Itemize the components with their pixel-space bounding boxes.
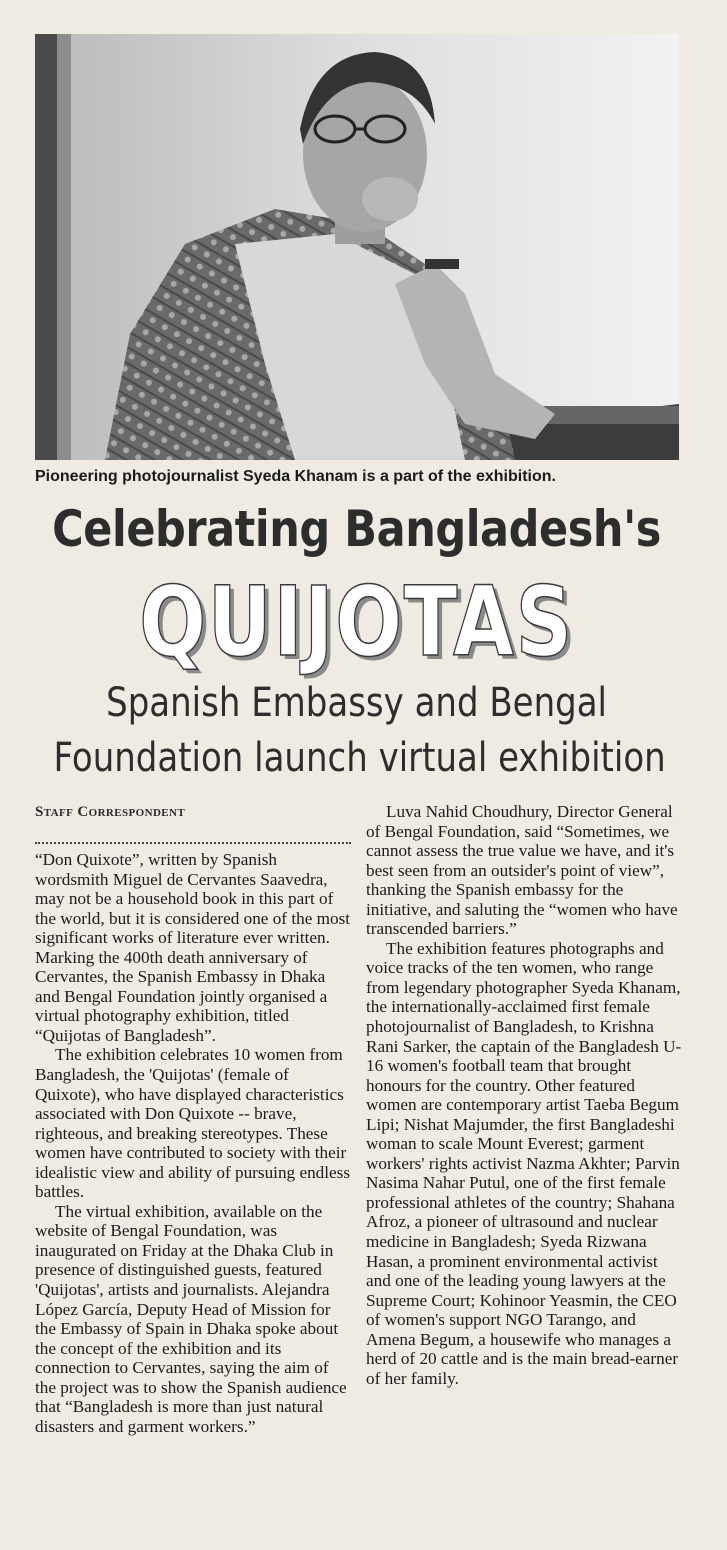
paragraph: The virtual exhibition, available on the website of Bengal Foundation, was inaugurated on Friday at the Dhaka Club in presence of distinguished guests, featured 'Quijotas', artists and journalists. Alejandra López García, Deputy Head of Mission for the Embassy of Spain in Dhaka spoke about the concept of the exhibition and its connection to Cervantes, saying the aim of the project was to show the Spanish audience that “Bangladesh is more than just natural disasters and garment workers.” (35, 1201, 347, 1436)
article-column-right (366, 802, 682, 1388)
deck-line-2: Foundation launch virtual exhibition (53, 735, 666, 781)
article-column-left (35, 802, 351, 1436)
headline: Celebrating Bangladesh's (52, 500, 661, 558)
deck-subheadline (53, 676, 666, 786)
paragraph: “Don Quixote”, written by Spanish wordsmith Miguel de Cervantes Saavedra, may not be a household book in this part of the world, but it is considered one of the most significant works of literature ever written. Marking the 400th death anniversary of Cervantes, the Spanish Embassy in Dhaka and Bengal Foundation jointly organised a virtual photography exhibition, titled “Quijotas of Bangladesh”. (35, 850, 351, 1045)
headline-big-word: QUIJOTAS (139, 566, 574, 678)
portrait-image (35, 34, 679, 460)
paragraph: Luva Nahid Choudhury, Director General of Bengal Foundation, said “Sometimes, we cannot assess the true value we have, and it's best seen from an outsider's point of view”, thanking the Spanish embassy for the initiative, and saluting the “women who have transcended barriers.” (366, 802, 678, 939)
byline-divider (35, 826, 351, 844)
paragraph: The exhibition features photographs and voice tracks of the ten women, who range from legendary photographer Syeda Khanam, the internationally-acclaimed first female photojournalist of Bangladesh, to Krishna Rani Sarker, the captain of the Bangladesh U-16 women's football team that brought honours for the country. Other featured women are contemporary artist Taeba Begum Lipi; Nishat Majumder, the first Bangladeshi woman to scale Mount Everest; garment workers' rights activist Nazma Akhter; Parvin Nasima Nahar Putul, one of the first female professional athletes of the country; Shahana Afroz, a pioneer of ultrasound and nuclear medicine in Bangladesh; Syeda Rizwana Hasan, a prominent environmental activist and one of the leading young lawyers at the Supreme Court; Kohinoor Yeasmin, the CEO of women's support NGO Tarango, and Amena Begum, a housewife who manages a herd of 20 cattle and is the main bread-earner of her family. (366, 938, 682, 1388)
photo-caption: Pioneering photojournalist Syeda Khanam is a part of the exhibition. (35, 468, 556, 485)
paragraph: The exhibition celebrates 10 women from Bangladesh, the 'Quijotas' (female of Quixote), who have displayed characteristics associated with Don Quixote -- brave, righteous, and breaking stereotypes. These women have contributed to society with their idealistic view and ability of pursuing endless battles. (35, 1045, 351, 1202)
article-photo (35, 34, 679, 460)
byline: Staff Correspondent (35, 804, 186, 820)
deck-line-1: Spanish Embassy and Bengal (106, 680, 608, 726)
